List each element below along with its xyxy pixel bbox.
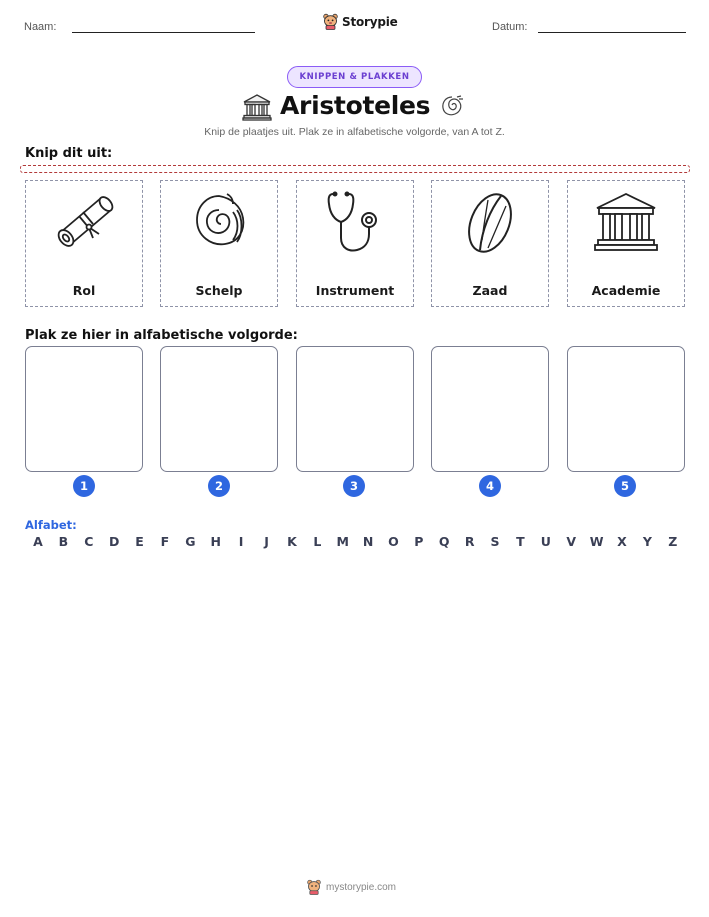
alphabet-letter: E	[135, 534, 144, 549]
alphabet-letter: O	[388, 534, 399, 549]
alphabet-letter: R	[464, 534, 475, 549]
slot-number-3: 3	[343, 475, 365, 497]
temple-icon	[242, 93, 272, 121]
footer-url[interactable]: mystorypie.com	[326, 881, 397, 893]
brand-name: Storypie	[342, 14, 398, 29]
paste-slot-1[interactable]	[25, 346, 143, 472]
academy-building-icon	[593, 190, 659, 252]
cut-line	[20, 165, 690, 173]
alphabet-letter: C	[84, 534, 94, 549]
card-label-shell: Schelp	[195, 283, 243, 298]
paste-slot-2[interactable]	[160, 346, 278, 472]
alphabet-letter: B	[58, 534, 69, 549]
paste-slot-4[interactable]	[431, 346, 549, 472]
activity-badge: KNIPPEN & PLAKKEN	[287, 66, 422, 88]
footer	[307, 879, 396, 895]
alphabet-letter: T	[516, 534, 525, 549]
instructions: Knip de plaatjes uit. Plak ze in alfabetische volgorde, van A tot Z.	[204, 126, 505, 138]
alphabet-letter: K	[287, 534, 297, 549]
slot-number-1: 1	[73, 475, 95, 497]
alphabet-letter: U	[540, 534, 551, 549]
storypie-mascot-icon	[323, 13, 338, 30]
slot-number-5: 5	[614, 475, 636, 497]
storypie-mascot-icon	[307, 879, 321, 895]
cut-card-academy[interactable]	[567, 180, 685, 307]
alphabet-letter: H	[210, 534, 221, 549]
paste-slot-3[interactable]	[296, 346, 414, 472]
alphabet-letter: X	[617, 534, 627, 549]
alphabet-letter: J	[264, 534, 269, 549]
alphabet-letter: I	[238, 534, 244, 549]
alphabet-letter: N	[362, 534, 374, 549]
slot-number-4: 4	[479, 475, 501, 497]
card-label-academy: Academie	[591, 283, 661, 298]
stethoscope-icon	[323, 190, 387, 256]
card-label-scroll: Rol	[72, 283, 96, 298]
alphabet-letter: Q	[438, 534, 450, 549]
alphabet-letter: G	[185, 534, 196, 549]
card-label-stethoscope: Instrument	[315, 283, 395, 298]
alphabet-title: Alfabet:	[25, 518, 77, 532]
cut-card-seed[interactable]	[431, 180, 549, 307]
name-label: Naam:	[24, 21, 57, 33]
cut-card-shell[interactable]	[160, 180, 278, 307]
paste-section-title: Plak ze hier in alfabetische volgorde:	[25, 328, 298, 343]
alphabet-letter: W	[589, 534, 604, 549]
alphabet-letter: F	[160, 534, 170, 549]
seed-icon	[460, 190, 520, 256]
alphabet-letter: Y	[642, 534, 652, 549]
cut-section-title: Knip dit uit:	[25, 146, 113, 161]
slot-number-2: 2	[208, 475, 230, 497]
scroll-icon	[49, 190, 119, 252]
alphabet-letter: L	[313, 534, 322, 549]
alphabet-letter: V	[566, 534, 577, 549]
shell-icon	[189, 190, 249, 252]
date-field[interactable]	[538, 32, 686, 33]
brand-logo	[323, 13, 398, 30]
alphabet-letter: S	[490, 534, 500, 549]
alphabet-letter: M	[336, 534, 349, 549]
alphabet-letter: Z	[668, 534, 678, 549]
alphabet-letter: D	[108, 534, 120, 549]
alphabet-letter: P	[414, 534, 424, 549]
date-label: Datum:	[492, 21, 528, 33]
cut-card-scroll[interactable]	[25, 180, 143, 307]
alphabet-letter: A	[33, 534, 43, 549]
shell-title-icon	[440, 94, 464, 118]
name-field[interactable]	[72, 32, 255, 33]
alphabet-row	[31, 534, 680, 549]
cut-card-stethoscope[interactable]	[296, 180, 414, 307]
card-label-seed: Zaad	[472, 283, 508, 298]
page-title: Aristoteles	[280, 91, 431, 120]
paste-slot-5[interactable]	[567, 346, 685, 472]
